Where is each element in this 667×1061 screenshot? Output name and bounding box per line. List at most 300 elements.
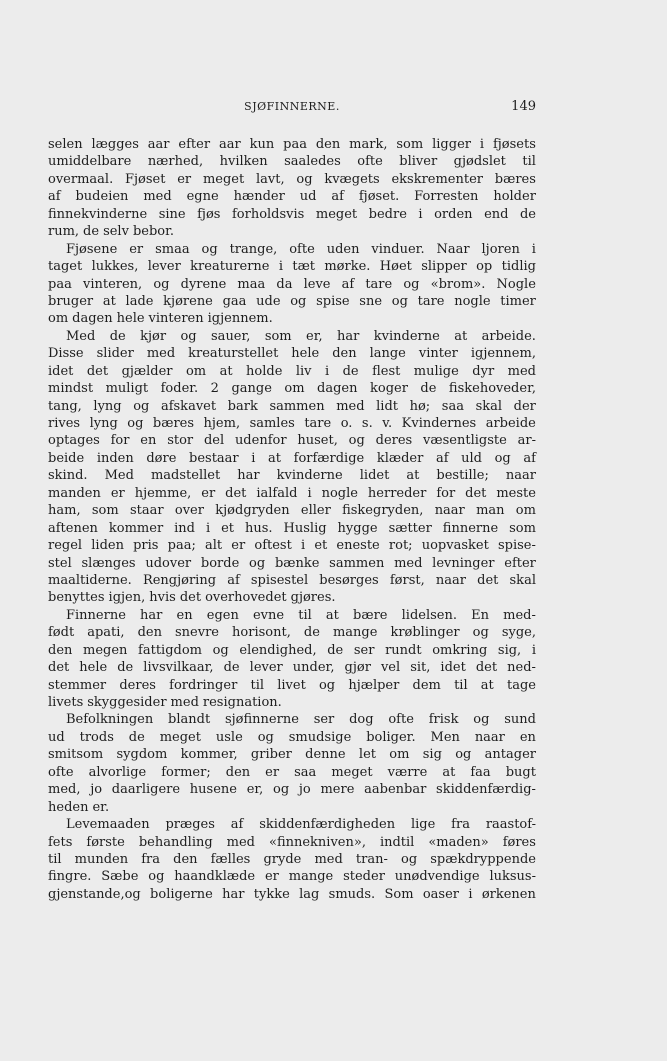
- word: uden: [326, 241, 360, 257]
- word: i: [278, 259, 283, 275]
- word: den: [173, 851, 198, 867]
- word: aar: [147, 137, 170, 152]
- word: og: [153, 276, 170, 292]
- word: bestaar: [189, 450, 239, 466]
- word: er: [264, 869, 279, 885]
- word: smudsige: [288, 729, 352, 745]
- word: rot;: [388, 538, 413, 554]
- word: om: [284, 381, 305, 397]
- word: tage: [506, 677, 536, 693]
- word: kvinderne: [276, 468, 343, 484]
- word: syge,: [501, 625, 536, 641]
- word: man: [476, 503, 505, 519]
- word: umiddelbare: [48, 154, 132, 170]
- text-line: [48, 241, 536, 258]
- text-line: [48, 363, 536, 380]
- word: omkring: [432, 642, 488, 658]
- word: lidelsen.: [401, 607, 457, 623]
- word: slænges: [81, 555, 136, 571]
- word: indtil: [379, 834, 415, 850]
- word: af: [341, 276, 355, 292]
- word: snevre: [175, 625, 220, 641]
- word: unødvendige: [394, 869, 480, 885]
- word: dog: [349, 712, 374, 728]
- word: sig: [422, 747, 442, 763]
- word: fjøset.: [358, 189, 400, 205]
- word: apati,: [87, 625, 125, 641]
- word: finnekvinderne: [48, 206, 148, 222]
- word: udover: [145, 555, 192, 571]
- word: sjøfinnerne: [224, 712, 299, 728]
- word: arbeide: [485, 416, 536, 431]
- word: og: [290, 293, 307, 309]
- word: maa: [237, 276, 266, 292]
- word: den: [48, 642, 73, 658]
- word: skyggesider: [87, 695, 167, 710]
- word: nogle: [321, 485, 358, 501]
- word: ljoren: [481, 241, 520, 257]
- word: kommer: [108, 520, 164, 536]
- word: eneste: [336, 538, 380, 554]
- word: er: [129, 241, 144, 257]
- word: der: [513, 398, 536, 414]
- paragraph: [48, 241, 536, 328]
- word: kreaturerne: [190, 259, 270, 275]
- word: 2: [210, 381, 219, 397]
- word: af: [331, 189, 344, 205]
- text-line: [48, 799, 536, 816]
- word: sne: [359, 293, 383, 309]
- word: af: [230, 817, 244, 833]
- word: i: [468, 886, 473, 902]
- text-line: [48, 781, 536, 798]
- word: og: [401, 851, 418, 867]
- word: hele: [116, 311, 145, 327]
- word: med: [146, 346, 176, 362]
- word: i: [205, 520, 211, 536]
- word: spisestel: [250, 572, 309, 588]
- word: i: [300, 538, 306, 554]
- word: og: [201, 241, 218, 257]
- word: nærhed,: [147, 154, 204, 170]
- word: hygge: [337, 520, 378, 536]
- word: det: [465, 485, 487, 501]
- word: meget: [331, 764, 373, 780]
- word: efter: [504, 555, 536, 571]
- text-line: [48, 485, 536, 502]
- word: som: [264, 328, 292, 344]
- text-line: [48, 694, 536, 711]
- word: mere: [320, 782, 355, 798]
- word: let: [358, 747, 376, 763]
- word: denne: [305, 747, 346, 763]
- word: da: [276, 276, 293, 292]
- word: ud: [48, 729, 65, 745]
- word: griber: [250, 747, 292, 763]
- word: i: [531, 241, 536, 257]
- word: dagen: [317, 381, 358, 397]
- word: kvægets: [324, 171, 380, 187]
- word: leve: [303, 276, 331, 292]
- word: de: [83, 224, 100, 240]
- word: og: [257, 729, 274, 745]
- word: muligt: [105, 381, 149, 397]
- word: orden: [434, 206, 473, 222]
- word: stor: [167, 433, 194, 449]
- word: de: [128, 729, 145, 745]
- text-line: [48, 834, 536, 851]
- word: selen: [48, 137, 83, 152]
- text-line: [48, 415, 536, 432]
- word: om: [389, 747, 410, 763]
- word: først,: [389, 572, 425, 588]
- word: bænke: [274, 555, 320, 571]
- text-line: [48, 642, 536, 659]
- word: igjennem,: [470, 346, 536, 362]
- word: lever: [147, 259, 181, 275]
- word: samles: [249, 416, 295, 431]
- paragraph: [48, 816, 536, 903]
- text-line: [48, 851, 536, 868]
- word: døre: [146, 450, 177, 466]
- word: overmaal.: [48, 171, 114, 187]
- word: nogle: [454, 293, 491, 309]
- word: former;: [161, 764, 211, 780]
- paragraph: [48, 711, 536, 816]
- body-text: [48, 136, 536, 903]
- word: «finnekniven»,: [268, 834, 366, 850]
- word: hele: [291, 346, 320, 362]
- word: den: [137, 625, 162, 641]
- word: som: [91, 503, 119, 519]
- word: at: [268, 450, 282, 466]
- word: gange: [231, 381, 272, 397]
- word: tang,: [48, 398, 82, 414]
- word: kvinderne: [373, 328, 440, 344]
- word: meget: [202, 171, 245, 187]
- word: Forresten: [414, 189, 479, 205]
- word: gaa: [222, 293, 247, 309]
- word: daarligere: [111, 782, 181, 798]
- word: Levemaaden: [66, 817, 150, 833]
- word: uopvasket: [421, 538, 489, 554]
- word: fattigdom: [138, 642, 202, 658]
- word: og: [296, 171, 313, 187]
- word: Befolkningen: [66, 712, 154, 728]
- word: lukkes,: [91, 259, 139, 275]
- word: stel: [48, 555, 72, 571]
- word: livsvilkaar,: [143, 660, 214, 676]
- word: megen: [83, 642, 128, 658]
- word: boligerne: [150, 886, 213, 902]
- word: og: [455, 747, 472, 763]
- word: de: [327, 642, 344, 658]
- word: stemmer: [48, 677, 107, 693]
- word: de: [109, 328, 126, 344]
- word: ofte: [388, 712, 414, 728]
- word: fiskehoveder,: [448, 381, 536, 397]
- text-line: [48, 432, 536, 449]
- word: saa: [294, 764, 317, 780]
- word: lag: [299, 886, 320, 902]
- word: til: [250, 677, 265, 693]
- word: igjennem.: [207, 311, 273, 327]
- word: til: [522, 154, 536, 170]
- word: behandling: [138, 834, 213, 850]
- word: efter: [178, 137, 211, 152]
- word: og: [348, 433, 365, 449]
- word: mulige: [413, 363, 459, 379]
- word: under,: [292, 660, 335, 676]
- word: naar: [435, 572, 466, 588]
- word: lidt: [376, 398, 398, 414]
- word: borde: [200, 555, 240, 571]
- word: har: [222, 886, 245, 902]
- word: Finnerne: [66, 607, 126, 623]
- word: forholdsvis: [231, 206, 305, 222]
- word: bæres: [494, 171, 536, 187]
- word: lyng: [89, 416, 118, 431]
- word: at: [406, 468, 420, 484]
- word: ofte: [357, 154, 383, 170]
- word: hvis: [149, 590, 176, 606]
- word: paa: [283, 137, 307, 152]
- word: tidlig: [501, 259, 536, 275]
- word: med: [170, 695, 199, 710]
- word: egne: [186, 189, 219, 205]
- word: slipper: [421, 259, 467, 275]
- word: Som: [384, 886, 414, 902]
- word: og: [472, 625, 489, 641]
- word: ligger: [432, 137, 471, 152]
- word: koger: [369, 381, 408, 397]
- word: tykke: [253, 886, 290, 902]
- word: at: [102, 293, 116, 309]
- word: end: [484, 206, 509, 222]
- word: pris: [133, 538, 159, 554]
- word: haandklæde: [174, 869, 256, 885]
- word: gjødslet: [453, 154, 506, 170]
- word: er: [201, 485, 216, 501]
- word: timer: [500, 293, 536, 309]
- word: staar: [129, 503, 164, 519]
- word: at: [480, 677, 494, 693]
- word: det: [475, 660, 498, 676]
- text-line: [48, 816, 536, 833]
- word: bestille;: [436, 468, 489, 484]
- word: lever: [249, 660, 283, 676]
- word: rundt: [385, 642, 422, 658]
- word: frisk: [428, 712, 459, 728]
- word: dyrene: [180, 276, 227, 292]
- word: meste: [496, 485, 536, 501]
- word: rives: [48, 416, 81, 431]
- word: ofte: [48, 764, 74, 780]
- word: lavt,: [255, 171, 285, 187]
- word: føres: [502, 834, 536, 850]
- word: boliger.: [366, 729, 416, 745]
- word: evne: [252, 607, 285, 623]
- word: selv: [103, 224, 129, 240]
- word: paa;: [167, 538, 196, 554]
- word: en: [140, 433, 157, 449]
- word: fra: [451, 817, 470, 833]
- word: Huslig: [283, 520, 327, 536]
- text-line: [48, 276, 536, 293]
- word: smaa: [155, 241, 190, 257]
- word: Fjøset: [124, 171, 166, 187]
- word: udenfor: [234, 433, 287, 449]
- word: er: [177, 171, 192, 187]
- running-head: [48, 100, 536, 120]
- word: naar: [505, 468, 536, 484]
- word: kun: [249, 137, 275, 152]
- word: og: [133, 398, 150, 414]
- word: med: [336, 398, 365, 414]
- word: lange: [369, 346, 406, 362]
- word: bære: [353, 607, 388, 623]
- word: hjælper: [348, 677, 400, 693]
- word: dem: [412, 677, 441, 693]
- word: til: [298, 607, 312, 623]
- word: at: [454, 328, 468, 344]
- word: i: [251, 450, 256, 466]
- text-line: [48, 555, 536, 572]
- word: aar: [218, 137, 241, 152]
- word: meget: [159, 729, 201, 745]
- word: luksus-: [489, 869, 536, 885]
- word: skal: [475, 398, 503, 414]
- word: ofte: [289, 241, 315, 257]
- word: ekskrementer: [391, 171, 484, 187]
- word: maaltiderne.: [48, 572, 132, 588]
- word: livets: [48, 695, 84, 710]
- word: fjøsets: [492, 137, 536, 152]
- word: trods: [79, 729, 114, 745]
- word: præges: [165, 817, 215, 833]
- word: ude: [256, 293, 281, 309]
- text-line: [48, 537, 536, 554]
- word: af: [523, 450, 536, 466]
- word: om: [185, 363, 207, 379]
- word: dagen: [72, 311, 113, 327]
- word: om: [515, 503, 536, 519]
- word: hus.: [245, 520, 273, 536]
- word: livet: [277, 677, 306, 693]
- word: det: [179, 590, 202, 606]
- word: mindst: [48, 381, 94, 397]
- word: mange: [288, 869, 334, 885]
- word: husene: [189, 782, 237, 798]
- text-line: [48, 310, 536, 327]
- word: budeien: [75, 189, 129, 205]
- word: flest: [372, 363, 401, 379]
- word: de: [342, 363, 359, 379]
- word: ser: [353, 642, 375, 658]
- text-line: [48, 659, 536, 676]
- word: jo: [298, 782, 311, 798]
- word: Med: [104, 468, 134, 484]
- word: idet: [440, 660, 466, 676]
- word: lade: [125, 293, 154, 309]
- word: sauer,: [211, 328, 251, 344]
- word: den: [225, 764, 251, 780]
- word: besørges: [319, 572, 379, 588]
- text-line: [48, 868, 536, 885]
- word: taget: [48, 259, 83, 275]
- word: spise-: [497, 538, 536, 554]
- word: madstellet: [150, 468, 221, 484]
- word: og: [494, 450, 511, 466]
- word: heden: [48, 799, 89, 815]
- text-line: [48, 450, 536, 467]
- word: faa: [470, 764, 491, 780]
- word: vinter: [418, 346, 458, 362]
- word: overhovedet: [205, 590, 287, 606]
- word: sit,: [410, 660, 431, 676]
- word: med,: [48, 782, 81, 798]
- word: hele: [79, 660, 108, 676]
- text-line: [48, 607, 536, 624]
- text-line: [48, 624, 536, 641]
- word: deres: [119, 677, 156, 693]
- word: hænder: [233, 189, 285, 205]
- word: naar: [474, 729, 505, 745]
- word: fingre.: [48, 869, 92, 885]
- word: spækdryppende: [430, 851, 536, 867]
- word: o.: [340, 416, 353, 431]
- word: rum,: [48, 224, 80, 240]
- word: manden: [48, 485, 101, 501]
- word: for: [436, 485, 456, 501]
- word: som: [509, 520, 536, 536]
- word: trange,: [229, 241, 278, 257]
- word: med: [314, 851, 343, 867]
- word: smitsom: [48, 747, 104, 763]
- word: som: [396, 137, 424, 152]
- word: tæt: [292, 259, 316, 275]
- word: liv: [295, 363, 312, 379]
- word: og: [212, 642, 229, 658]
- word: v.: [382, 416, 393, 431]
- word: bedre: [368, 206, 407, 222]
- word: sammen: [269, 398, 325, 414]
- word: raastof-: [485, 817, 536, 833]
- word: og: [318, 677, 336, 693]
- word: af: [435, 450, 449, 466]
- word: fælles: [210, 851, 251, 867]
- word: født: [48, 625, 75, 641]
- word: blandt: [168, 712, 211, 728]
- word: hvilken: [219, 154, 268, 170]
- text-line: [48, 328, 536, 345]
- word: resignation.: [202, 695, 282, 710]
- word: horisont,: [232, 625, 291, 641]
- word: med: [143, 189, 172, 205]
- word: fra: [141, 851, 161, 867]
- word: herreder: [367, 485, 427, 501]
- word: skiddenfærdig-: [436, 782, 536, 798]
- word: til: [454, 677, 468, 693]
- word: vel: [380, 660, 401, 676]
- running-title: SJØFINNERNE.: [244, 100, 340, 113]
- word: huset,: [297, 433, 338, 449]
- text-line: [48, 886, 536, 903]
- word: ialfald: [256, 485, 298, 501]
- word: en: [519, 729, 536, 745]
- word: meget: [315, 206, 358, 222]
- word: bæres: [152, 416, 195, 431]
